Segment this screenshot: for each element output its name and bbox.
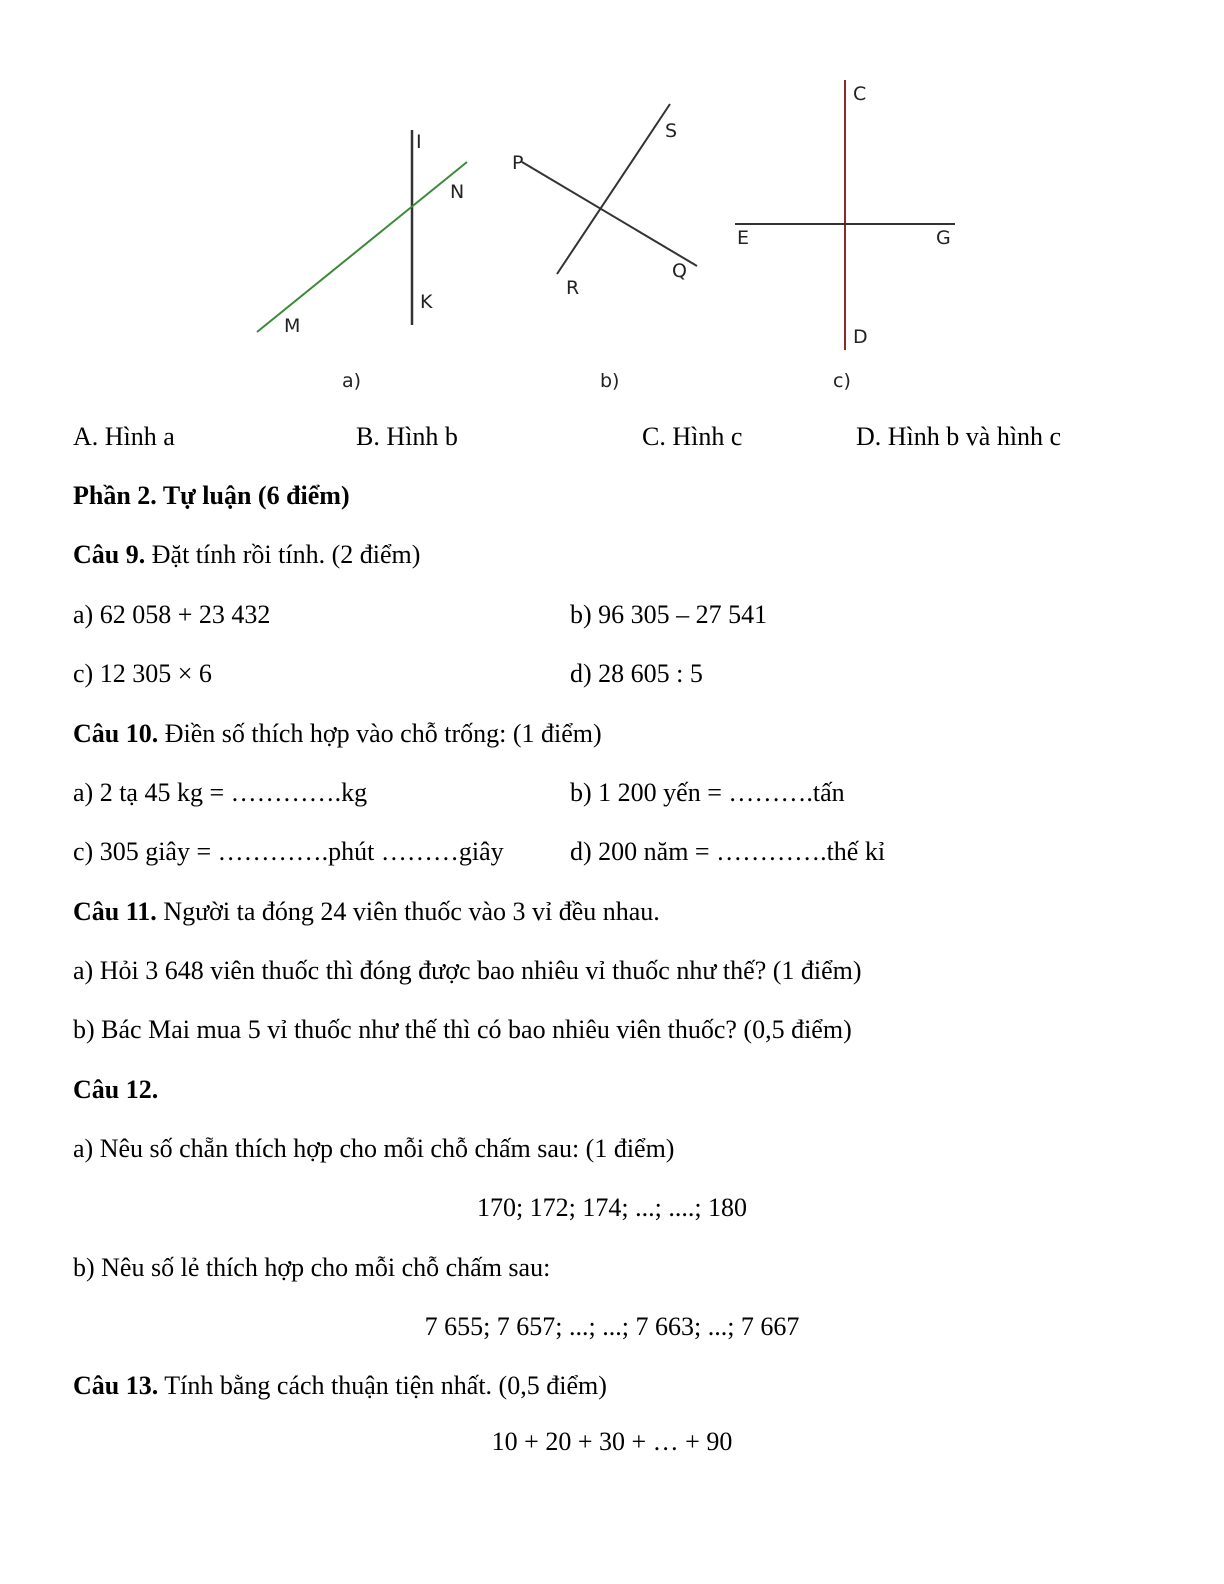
q9-label: Câu 9. [73,540,146,569]
q13-label: Câu 13. [73,1371,159,1400]
q9-d: d) 28 605 : 5 [570,659,703,688]
label-I: I [416,131,422,153]
q10-b: b) 1 200 yến = ……….tấn [570,778,845,807]
label-D: D [853,326,868,348]
label-K: K [420,291,433,313]
q10-a: a) 2 tạ 45 kg = ………….kg [73,778,368,807]
label-E: E [737,227,750,249]
caption-a: a) [342,370,362,392]
q9-heading [73,540,420,570]
figure-c [735,80,955,392]
q10-text: Điền số thích hợp vào chỗ trống: (1 điểm) [158,719,602,748]
label-R: R [566,277,580,299]
option-d: D. Hình b và hình c [856,422,1062,451]
q12-a-sequence: 170; 172; 174; ...; ....; 180 [476,1193,748,1222]
q12-b-sequence: 7 655; 7 657; ...; ...; 7 663; ...; 7 667 [424,1312,800,1341]
figure-b [512,104,697,392]
q9-b: b) 96 305 – 27 541 [570,600,768,629]
label-Q: Q [672,260,687,282]
line-MN [257,162,467,332]
caption-b: b) [600,370,620,392]
geometry-figures [0,0,1224,410]
q12-label: Câu 12. [73,1075,159,1104]
caption-c: c) [833,370,851,392]
label-C: C [853,83,867,105]
q11-b: b) Bác Mai mua 5 vỉ thuốc như thế thì có bao nhiêu viên thuốc? (0,5 điểm) [73,1015,852,1044]
q12-a: a) Nêu số chẵn thích hợp cho mỗi chỗ chấm sau: (1 điểm) [73,1134,675,1163]
label-M: M [284,315,301,337]
label-P: P [512,152,524,174]
q9-a: a) 62 058 + 23 432 [73,600,271,629]
q11-label: Câu 11. [73,897,157,926]
q13-heading [73,1371,607,1401]
q9-text: Đặt tính rồi tính. (2 điểm) [145,540,421,569]
q10-c: c) 305 giây = ………….phút ………giây [73,837,504,866]
option-b: B. Hình b [356,422,458,451]
option-c: C. Hình c [642,422,743,451]
q10-d: d) 200 năm = ………….thế kỉ [570,837,886,866]
q11-text: Người ta đóng 24 viên thuốc vào 3 vỉ đều nhau. [156,897,660,926]
figure-a [257,130,467,392]
option-a: A. Hình a [73,422,175,451]
q10-heading [73,719,602,749]
figures-svg [0,0,1224,410]
q10-label: Câu 10. [73,719,159,748]
label-S: S [665,120,678,142]
q12-b: b) Nêu số lẻ thích hợp cho mỗi chỗ chấm sau: [73,1253,551,1282]
part2-title: Phần 2. Tự luận (6 điểm) [73,481,350,510]
q13-expression: 10 + 20 + 30 + … + 90 [491,1427,733,1456]
q9-c: c) 12 305 × 6 [73,659,212,688]
label-N: N [450,181,465,203]
label-G: G [936,227,951,249]
q13-text: Tính bằng cách thuận tiện nhất. (0,5 điểm) [158,1371,607,1400]
line-PQ [522,162,697,266]
q11-heading [73,897,660,927]
q11-a: a) Hỏi 3 648 viên thuốc thì đóng được bao nhiêu vỉ thuốc như thế? (1 điểm) [73,956,862,985]
line-SR [557,104,670,274]
